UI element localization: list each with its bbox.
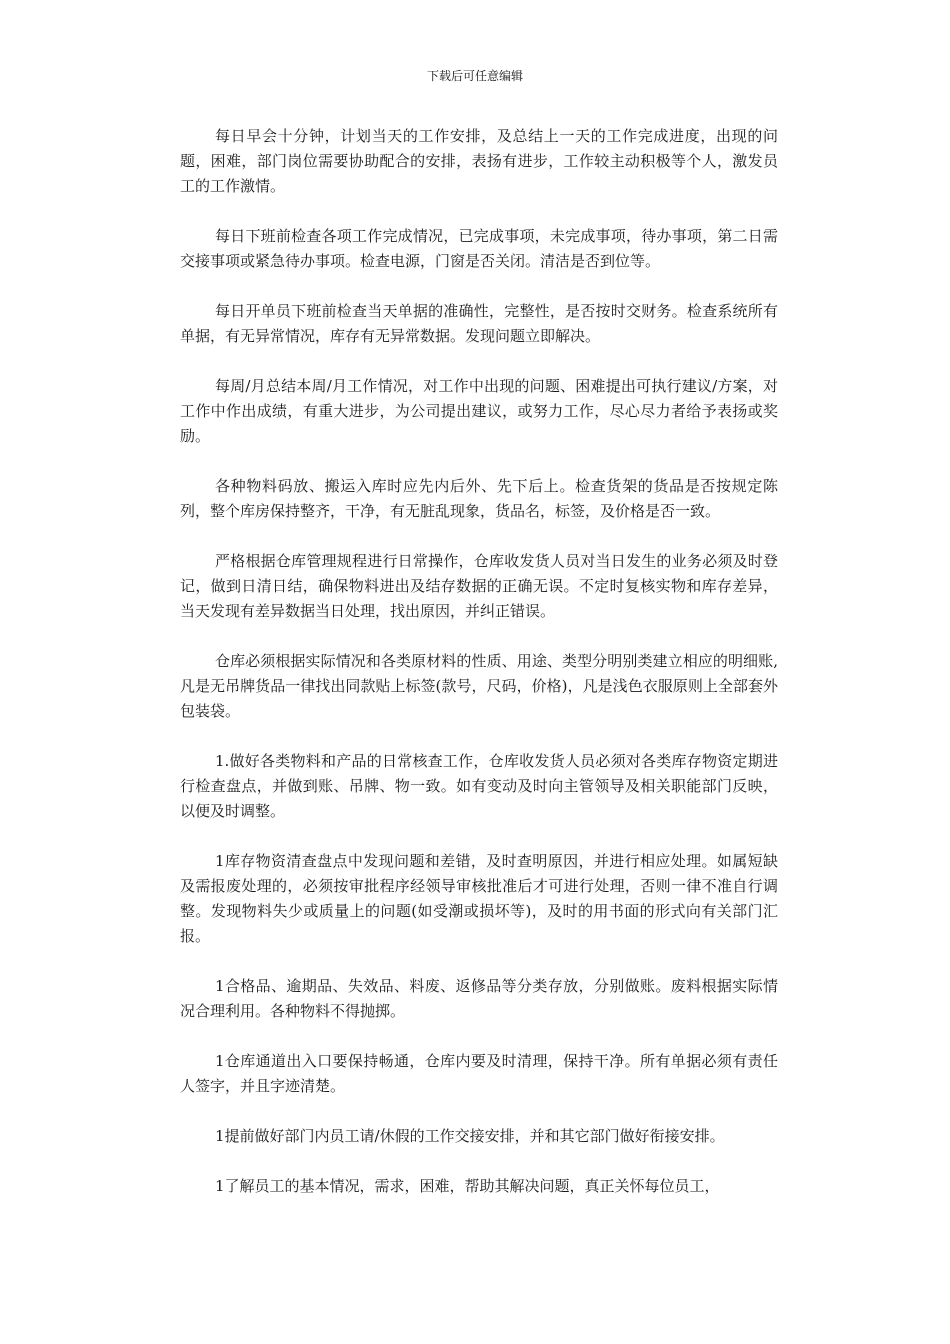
paragraph: 1了解员工的基本情况，需求，困难，帮助其解决问题，真正关怀每位员工， bbox=[215, 1177, 720, 1195]
paragraph: 1库存物资清查盘点中发现问题和差错，及时查明原因，并进行相应处理。如属短缺及需报废处理的，必须按审批程序经领导审核批准后才可进行处理，否则一律不准自行调整。发现物料失少或质量上的问题(如受潮或损坏等)，及时的用书面的形式向有关部门汇报。 bbox=[180, 852, 778, 945]
paragraph: 严格根据仓库管理规程进行日常操作，仓库收发货人员对当日发生的业务必须及时登记，做到日清日结，确保物料进出及结存数据的正确无误。不定时复核实物和库存差异，当天发现有差异数据当日处理，找出原因，并纠正错误。 bbox=[180, 552, 778, 620]
page-header: 下载后可任意编辑 bbox=[426, 69, 523, 83]
paragraph: 1.做好各类物料和产品的日常核查工作，仓库收发货人员必须对各类库存物资定期进行检查盘点，并做到账、吊牌、物一致。如有变动及时向主管领导及相关职能部门反映，以便及时调整。 bbox=[180, 752, 778, 820]
paragraph: 仓库必须根据实际情况和各类原材料的性质、用途、类型分明别类建立相应的明细账,凡是无吊牌货品一律找出同款贴上标签(款号，尺码，价格)，凡是浅色衣服原则上全部套外包装袋。 bbox=[180, 652, 778, 720]
paragraph: 每周/月总结本周/月工作情况，对工作中出现的问题、困难提出可执行建议/方案，对工作中作出成绩，有重大进步，为公司提出建议，或努力工作，尽心尽力者给予表扬或奖励。 bbox=[180, 377, 778, 445]
paragraph: 每日开单员下班前检查当天单据的准确性，完整性，是否按时交财务。检查系统所有单据，有无异常情况，库存有无异常数据。发现问题立即解决。 bbox=[180, 302, 778, 345]
paragraph: 各种物料码放、搬运入库时应先内后外、先下后上。检查货架的货品是否按规定陈列，整个库房保持整齐，干净，有无脏乱现象，货品名，标签，及价格是否一致。 bbox=[180, 477, 778, 520]
paragraph: 每日早会十分钟，计划当天的工作安排，及总结上一天的工作完成进度，出现的问题，困难，部门岗位需要协助配合的安排，表扬有进步，工作较主动积极等个人，激发员工的工作激情。 bbox=[180, 127, 778, 195]
document-body bbox=[180, 124, 778, 1224]
paragraph: 每日下班前检查各项工作完成情况，已完成事项，未完成事项，待办事项，第二日需交接事项或紧急待办事项。检查电源，门窗是否关闭。清洁是否到位等。 bbox=[180, 227, 778, 270]
paragraph: 1仓库通道出入口要保持畅通，仓库内要及时清理，保持干净。所有单据必须有责任人签字，并且字迹清楚。 bbox=[180, 1052, 778, 1095]
paragraph: 1提前做好部门内员工请/休假的工作交接安排，并和其它部门做好衔接安排。 bbox=[215, 1127, 725, 1145]
paragraph: 1合格品、逾期品、失效品、料废、返修品等分类存放，分别做账。废料根据实际情况合理利用。各种物料不得抛掷。 bbox=[180, 977, 778, 1020]
